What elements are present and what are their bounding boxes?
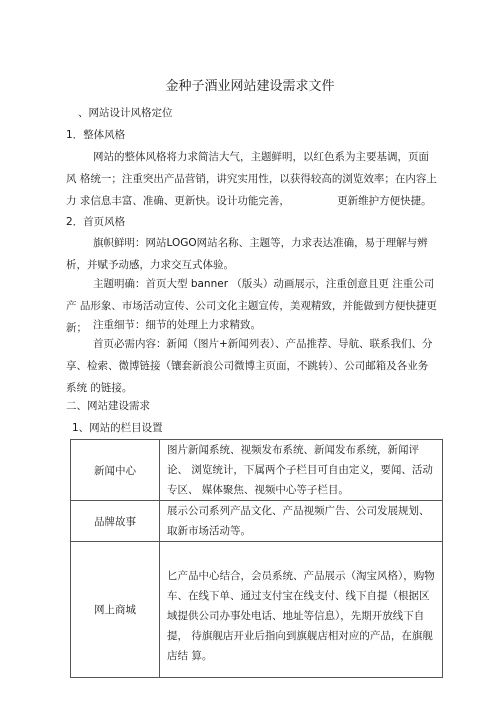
column-description: 展示公司系列产品文化、产品视频广告、公司发展规划、 取新市场活动等。 — [160, 501, 443, 542]
document-title: 金种子酒业网站建设需求文件 — [165, 79, 335, 94]
homepage-style-paragraph-3: 注重细节：细节的处理上力求精致。 — [93, 319, 261, 331]
homepage-style-paragraph-2: 主题明确：首页大型 banner （版头）动画展示，注重创意且更 注重公司产 品形象、市场活动宣传、公司文化主题宣传，美观精致，并能做到方便快捷更新； — [66, 278, 437, 334]
table-row — [71, 440, 443, 501]
column-name: 新闻中心 — [71, 440, 160, 501]
table-row — [71, 542, 443, 678]
homepage-style-paragraph-4: 首页必需内容：新闻（图片+新闻列表）、产品推荐、导航、联系我们、分享、检索、微博链接（镶套新浪公司微博主页面，不跳转）、公司邮箱及各业务系统 的链接。 — [66, 338, 433, 394]
column-name: 品牌故事 — [71, 501, 160, 542]
section-2-1-heading: 1、网站的栏目设置 — [72, 422, 163, 434]
section-1-heading: 、网站设计风格定位 — [78, 107, 173, 119]
section-1-2-heading: 2．首页风格 — [66, 216, 126, 228]
table-row — [71, 501, 443, 542]
column-name: 网上商城 — [71, 542, 160, 678]
section-1-1-heading: 1．整体风格 — [66, 129, 126, 141]
homepage-style-paragraph-1: 旗帜鲜明：网站LOGO网站名称、主题等，力求表达准确，易于理解与辨 析，并赋予动感，力求交互式体验。 — [66, 237, 428, 271]
column-settings-table — [70, 439, 443, 678]
overall-style-paragraph: 网站的整体风格将力求简洁大气，主题鲜明，以红色系为主要基调，页面风 格统一；注重突出产品营销，讲究实用性，以获得较高的浏览效率；在内容上力 求信息丰富、准确、更新快。设计功能完善， 更新维护方便快捷。 — [66, 151, 437, 207]
column-description: 图片新闻系统、视频发布系统、新闻发布系统，新闻评论、 浏览统计，下属两个子栏目可自由定义，要闻、活动专区、 媒体聚焦、视频中心等子栏目。 — [160, 440, 443, 501]
section-2-heading: 二、网站建设需求 — [66, 400, 150, 412]
column-description: 匕产品中心结合，会员系统、产品展示（淘宝风格），购物车、在线下单、通过支付宝在线支付、线下自提（根据区 域提供公司办事处电话、地址等信息），先期开放线下自提， 待旗舰店开业后指向到旗舰店相对应的产品，在旗舰店结 算。 — [160, 542, 443, 678]
